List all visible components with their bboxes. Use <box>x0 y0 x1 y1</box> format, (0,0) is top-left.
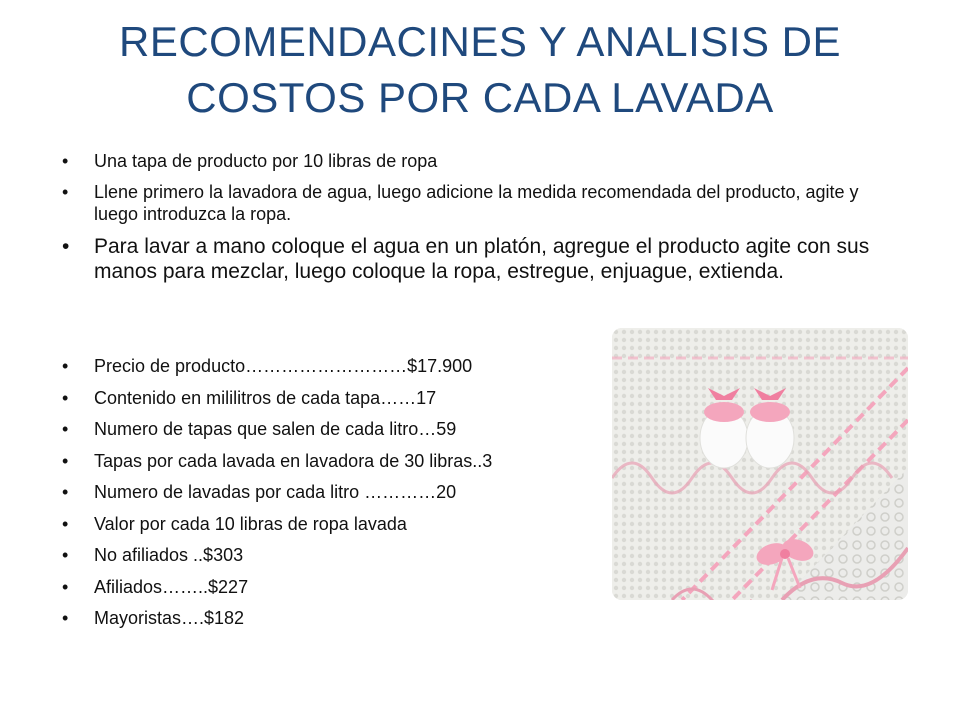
cost-item: • Valor por cada 10 libras de ropa lavada <box>60 513 870 535</box>
instruction-item: • Una tapa de producto por 10 libras de ropa <box>60 150 870 172</box>
costs-list <box>60 355 870 639</box>
cost-item: • Tapas por cada lavada en lavadora de 30 libras..3 <box>60 450 870 472</box>
instructions-list <box>60 150 870 293</box>
instruction-item: • Llene primero la lavadora de agua, luego adicione la medida recomendada del producto, agite y luego introduzca la ropa. <box>60 181 870 225</box>
cost-item: • Contenido en mililitros de cada tapa……17 <box>60 387 870 409</box>
instruction-item: • Para lavar a mano coloque el agua en un platón, agregue el producto agite con sus manos para mezclar, luego coloque la ropa, estregue, enjuague, extienda. <box>60 234 870 284</box>
cost-item: • Numero de tapas que salen de cada litro…59 <box>60 418 870 440</box>
title-line-2: COSTOS POR CADA LAVADA <box>186 74 774 121</box>
cost-item: • No afiliados ..$303 <box>60 544 870 566</box>
title-line-1: RECOMENDACINES Y ANALISIS DE <box>119 18 841 65</box>
cost-item: • Mayoristas….$182 <box>60 607 870 629</box>
cost-item: • Precio de producto………………………$17.900 <box>60 355 870 377</box>
slide-title <box>60 14 900 126</box>
cost-item: • Afiliados……..$227 <box>60 576 870 598</box>
cost-item: • Numero de lavadas por cada litro …………20 <box>60 481 870 503</box>
